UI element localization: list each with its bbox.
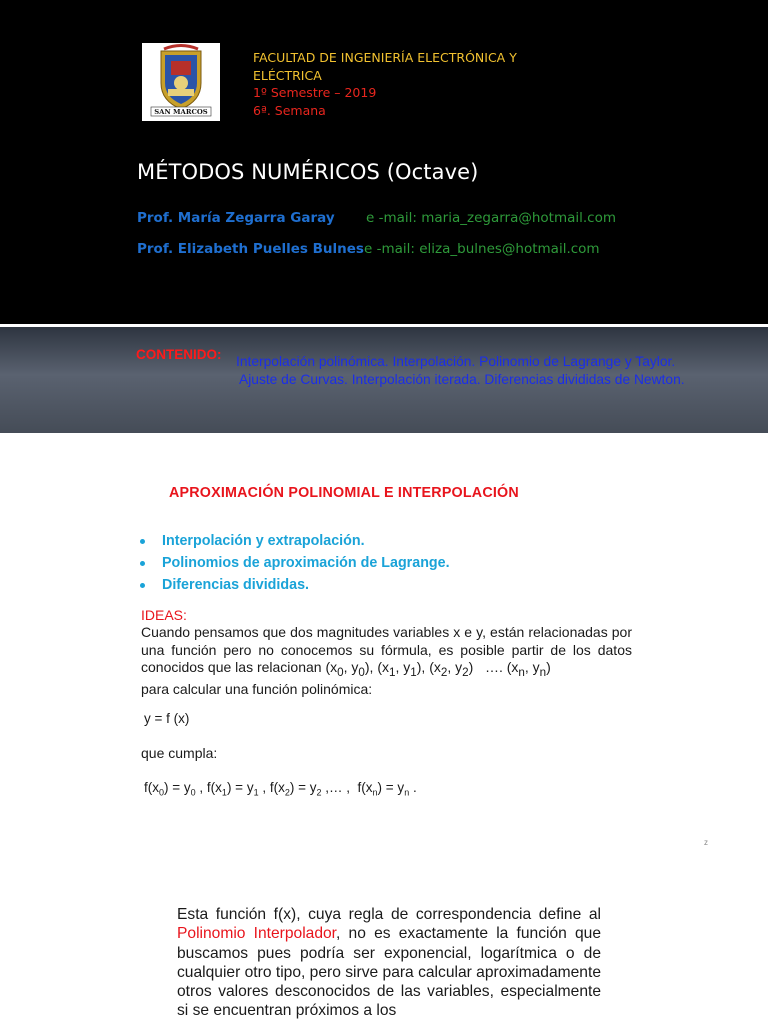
highlight-term: Polinomio Interpolador [177, 925, 337, 943]
university-logo [142, 43, 220, 121]
bullet-icon [140, 539, 145, 544]
section-title: APROXIMACIÓN POLINOMIAL E INTERPOLACIÓN [169, 485, 519, 501]
logo-caption: SAN MARCOS [154, 108, 208, 116]
paragraph-tail: para calcular una función polinómica: [141, 681, 373, 698]
faculty-info [253, 49, 573, 119]
faculty-name: FACULTAD DE INGENIERÍA ELECTRÓNICA Y ELÉCTRICA [253, 50, 517, 83]
week-label: 6ª. Semana [253, 102, 326, 118]
list-item: Interpolación y extrapolación. [140, 530, 450, 552]
contents-line-2: Ajuste de Curvas. Interpolación iterada. Diferencias divididas de Newton. [239, 372, 685, 387]
condition-label: que cumpla: [141, 745, 218, 761]
paragraph-text: Cuando pensamos que dos magnitudes variables x e y, están relacionadas por una función pero no conocemos su fórmula, es posible partir de los datos conocidos que las relacionan [141, 624, 632, 675]
interpolation-conditions: $f(x_0) = y_0$ , $f(x_1) = y_1$ , $f(x_2) = y_2$ ,… , $f(x_n) = y_n$ . [144, 780, 417, 798]
contents-band [0, 327, 768, 433]
title-slide [0, 0, 768, 324]
course-title: MÉTODOS NUMÉRICOS (Octave) [137, 160, 479, 184]
professor-email: e -mail: maria_zegarra@hotmail.com [366, 210, 617, 226]
function-equation: y = f (x) [144, 711, 190, 726]
interpolator-paragraph: Esta función f(x), cuya regla de correspondencia define al Polinomio Interpolador, no es exactamente la función que buscamos pues podría ser exponencial, logarítmica o de cualquier otro tipo, pero sirve para calcular aproximadamente otros valores desconocidos de las variables, especialmente si se encuentran próximos a los [177, 906, 601, 1020]
bullet-icon [140, 583, 145, 588]
list-item: Diferencias divididas. [140, 574, 450, 596]
professor-email: e -mail: eliza_bulnes@hotmail.com [364, 241, 600, 257]
semester-label: 1º Semestre – 2019 [253, 85, 377, 100]
contents-line-1: Interpolación polinómica. Interpolación. Polinomio de Lagrange y Taylor. [236, 354, 676, 369]
stray-mark: z [704, 838, 708, 847]
bullet-icon [140, 561, 145, 566]
data-points-expression: ($x_0$, $y_0$), ($x_1$, $y_1$), ($x_2$, $y_2$) …. ($x_n$, $y_n$) [325, 659, 551, 679]
topic-list [140, 530, 450, 596]
ideas-label: IDEAS: [141, 607, 187, 623]
ideas-paragraph [141, 624, 632, 699]
professor-name: Prof. Elizabeth Puelles Bulnes [137, 241, 364, 257]
contents-label: CONTENIDO: [136, 347, 222, 362]
list-item: Polinomios de aproximación de Lagrange. [140, 552, 450, 574]
professor-name: Prof. María Zegarra Garay [137, 210, 335, 226]
content-slide [0, 433, 768, 1024]
